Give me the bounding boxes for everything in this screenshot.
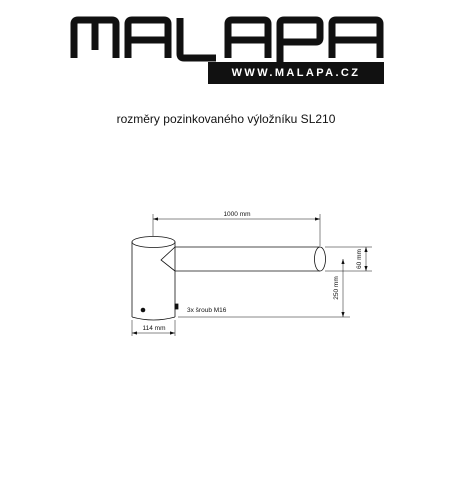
sleeve-top-ellipse <box>132 237 175 248</box>
dim-250-arrow-top <box>341 259 344 264</box>
dim-250-label: 250 mm <box>333 276 340 300</box>
dim-114-arrow-right <box>170 331 175 334</box>
screw-head <box>175 304 178 309</box>
sleeve-bottom-curve <box>132 317 175 320</box>
dim-1000-arrow-right <box>315 217 320 220</box>
screw-hole <box>141 308 146 313</box>
dim-114-arrow-left <box>132 331 137 334</box>
logo-url-text: WWW.MALAPA.CZ <box>231 67 361 79</box>
dim-60-label: 60 mm <box>356 249 363 269</box>
dim-1000-arrow-left <box>153 217 158 220</box>
page-title: rozměry pozinkovaného výložníku SL210 <box>116 112 336 126</box>
arm-tube-end-ellipse <box>315 247 326 271</box>
arm-tube-joint <box>161 247 175 271</box>
dim-250-arrow-bottom <box>341 312 344 317</box>
dim-114-label: 114 mm <box>142 325 166 332</box>
dim-60-arrow-bottom <box>364 266 367 271</box>
screw-note-label: 3x šroub M16 <box>187 307 227 314</box>
dim-1000-label: 1000 mm <box>223 211 251 218</box>
dim-60-arrow-top <box>364 247 367 252</box>
